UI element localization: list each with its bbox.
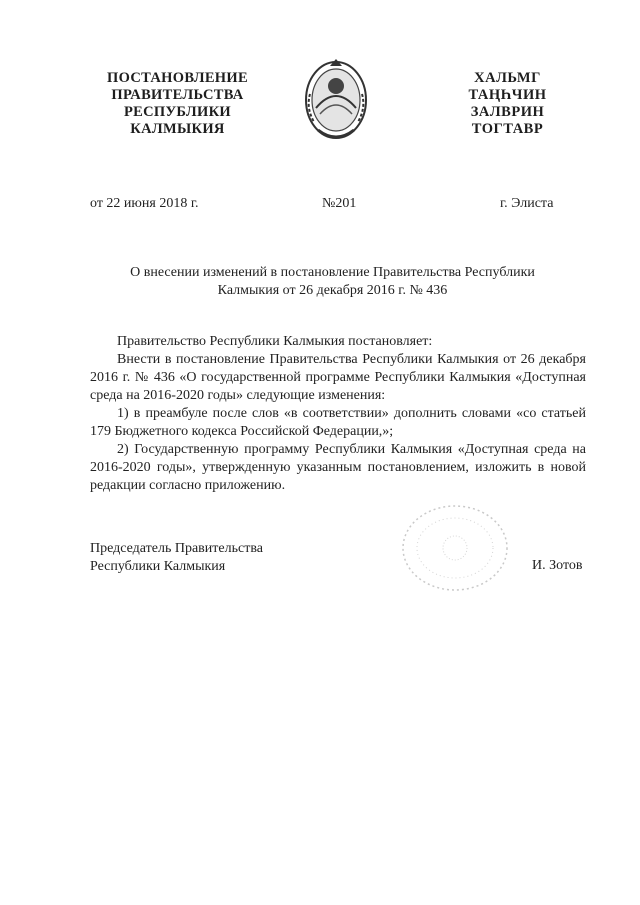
- header-right-kalmyk: [450, 70, 565, 138]
- header-right-line: ТАҢҺЧИН: [468, 87, 547, 103]
- kalmykia-emblem-icon: [300, 56, 372, 146]
- title-line: Калмыкия от 26 декабря 2016 г. № 436: [217, 283, 448, 298]
- document-date: от 22 июня 2018 г.: [90, 196, 199, 211]
- header-left-line: КАЛМЫКИЯ: [130, 121, 225, 137]
- signer-name: И. Зотов: [532, 558, 583, 573]
- document-number: №201: [322, 196, 357, 211]
- signer-position: [90, 540, 263, 576]
- signer-position-line: Республики Калмыкия: [90, 559, 226, 574]
- header-right-line: ТОГТАВР: [471, 121, 544, 137]
- header-left-russian: [90, 70, 265, 138]
- header-left-line: РЕСПУБЛИКИ: [123, 104, 232, 120]
- official-stamp-icon: [398, 500, 513, 595]
- header-right-line: ЗАЛВРИН: [470, 104, 545, 120]
- document-city: г. Элиста: [500, 196, 554, 211]
- document-body: [90, 333, 586, 495]
- document-title: [90, 264, 575, 300]
- signer-position-line: Председатель Правительства: [90, 541, 263, 556]
- header-left-line: ПОСТАНОВЛЕНИЕ: [107, 70, 248, 86]
- body-paragraph: Правительство Республики Калмыкия постановляет:: [117, 334, 433, 349]
- title-line: О внесении изменений в постановление Правительства Республики: [130, 265, 535, 280]
- body-paragraph: 2) Государственную программу Республики Калмыкия «Доступная среда на 2016-2020 годы», утвержденную указанным постановлением, изложить в новой редакции согласно приложению.: [90, 442, 586, 493]
- header-right-line: ХАЛЬМГ: [474, 70, 541, 86]
- body-paragraph: Внести в постановление Правительства Республики Калмыкия от 26 декабря 2016 г. № 436 «О государственной программе Республики Калмыкия «Доступная среда на 2016-2020 годы» следующие изменения:: [90, 352, 586, 403]
- header-left-line: ПРАВИТЕЛЬСТВА: [111, 87, 244, 103]
- body-paragraph: 1) в преамбуле после слов «в соответствии» дополнить словами «со статьей 179 Бюджетного кодекса Российской Федерации,»;: [90, 406, 586, 439]
